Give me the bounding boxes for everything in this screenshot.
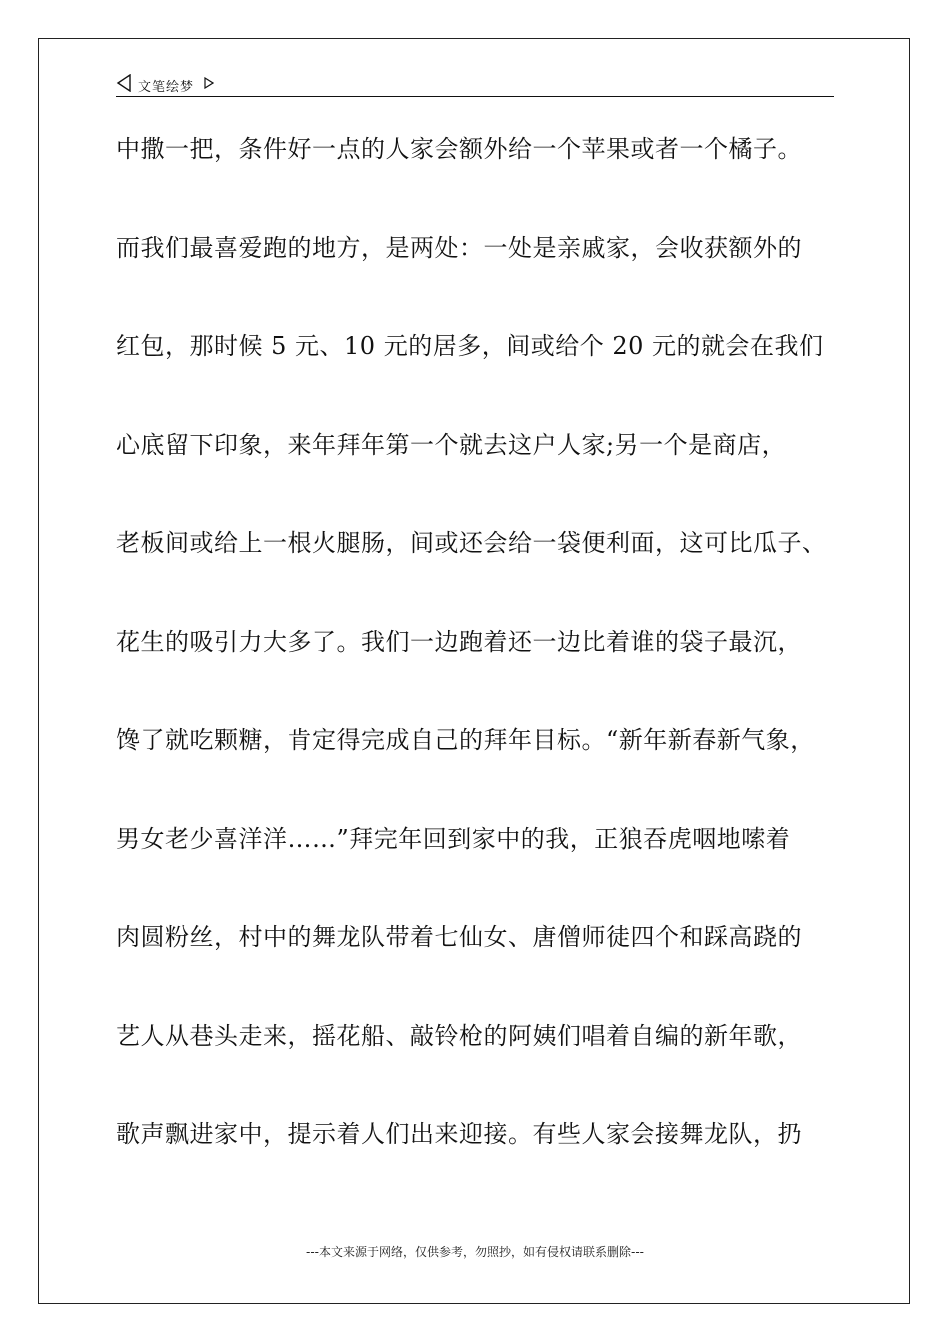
text-line: 男女老少喜洋洋……”拜完年回到家中的我，正狼吞虎咽地嗦着 <box>116 824 791 853</box>
text-line: 老板间或给上一根火腿肠，间或还会给一袋便利面，这可比瓜子、 <box>116 529 827 557</box>
header-title: 文笔绘梦 <box>138 80 195 95</box>
text-line: 中撒一把，条件好一点的人家会额外给一个苹果或者一个橘子。 <box>116 135 802 163</box>
text-line: 而我们最喜爱跑的地方，是两处：一处是亲戚家，会收获额外的 <box>116 233 802 262</box>
text-line: 歌声飘进家中，提示着人们出来迎接。有些人家会接舞龙队，扔 <box>116 1120 802 1148</box>
footer-disclaimer: ---本文来源于网络，仅供参考，勿照抄，如有侵权请联系删除--- <box>306 1245 644 1259</box>
text-line: 红包，那时候 5 元、10 元的居多，间或给个 20 元的就会在我们 <box>116 332 824 360</box>
triangle-left-icon <box>116 74 132 92</box>
document-body <box>116 124 856 1208</box>
text-line: 馋了就吃颗糖，肯定得完成自己的拜年目标。“新年新春新气象， <box>116 726 815 754</box>
triangle-right-icon <box>204 77 214 89</box>
text-line: 肉圆粉丝，村中的舞龙队带着七仙女、唐僧师徒四个和踩高跷的 <box>116 923 802 951</box>
text-line: 艺人从巷头走来，摇花船、敲铃枪的阿姨们唱着自编的新年歌， <box>116 1021 802 1050</box>
text-line: 心底留下印象，来年拜年第一个就去这户人家;另一个是商店， <box>116 430 787 459</box>
text-line: 花生的吸引力大多了。我们一边跑着还一边比着谁的袋子最沉， <box>116 627 802 656</box>
page-header <box>116 74 834 97</box>
